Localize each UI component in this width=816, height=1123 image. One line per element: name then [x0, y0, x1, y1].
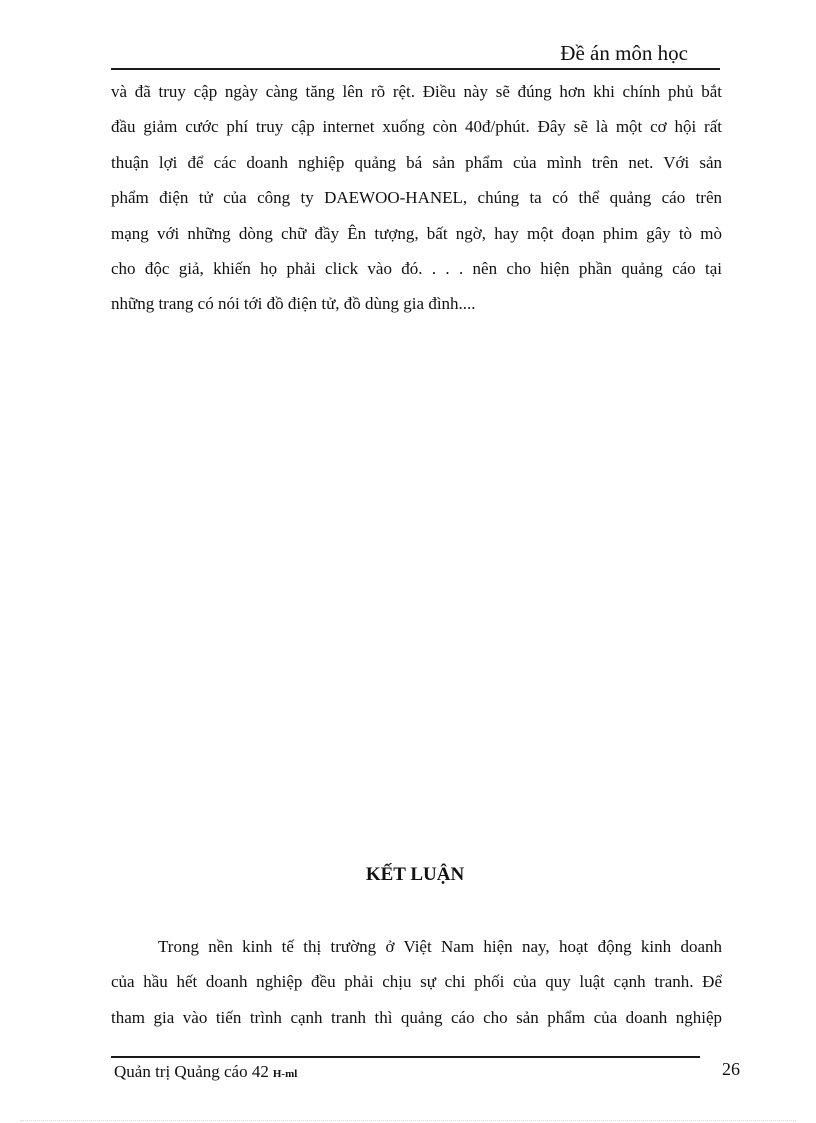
body-line: mạng với những dòng chữ đầy Ên tượng, bất ngờ, hay một đoạn phim gây tò mò — [111, 223, 722, 243]
conclusion-line: của hầu hết doanh nghiệp đều phải chịu sự chi phối của quy luật cạnh tranh. Để — [111, 972, 722, 992]
body-line: thuận lợi để các doanh nghiệp quảng bá sản phẩm của mình trên net. Với sản — [111, 152, 722, 172]
body-paragraph — [111, 74, 722, 322]
page-edge-divider — [20, 1120, 796, 1121]
body-line: những trang có nói tới đồ điện tử, đồ dùng gia đình.... — [111, 294, 476, 314]
body-line: đầu giảm cước phí truy cập internet xuống còn 40đ/phút. Đây sẽ là một cơ hội rất — [111, 117, 722, 137]
body-line: phẩm điện tử của công ty DAEWOO-HANEL, chúng ta có thể quảng cáo trên — [111, 188, 722, 208]
conclusion-line: tham gia vào tiến trình cạnh tranh thì quảng cáo cho sản phẩm của doanh nghiệp — [111, 1007, 722, 1027]
body-line: và đã truy cập ngày càng tăng lên rõ rệt. Điều này sẽ đúng hơn khi chính phủ bắt — [111, 82, 722, 101]
header-title: Đề án môn học — [560, 41, 688, 65]
footer-divider — [111, 1056, 700, 1058]
footer-course: Quản trị Quảng cáo 42 — [114, 1062, 269, 1081]
header-divider — [111, 68, 720, 70]
page-number: 26 — [722, 1059, 740, 1079]
body-line: cho độc giả, khiến họ phải click vào đó. . . . nên cho hiện phần quảng cáo tại — [111, 259, 722, 279]
conclusion-paragraph — [111, 929, 722, 1035]
conclusion-heading: KẾT LUẬN — [365, 864, 465, 885]
footer-label — [114, 1060, 297, 1086]
conclusion-line: Trong nền kinh tế thị trường ở Việt Nam hiện nay, hoạt động kinh doanh — [158, 937, 722, 956]
footer-class-code: H-ml — [272, 1068, 298, 1080]
